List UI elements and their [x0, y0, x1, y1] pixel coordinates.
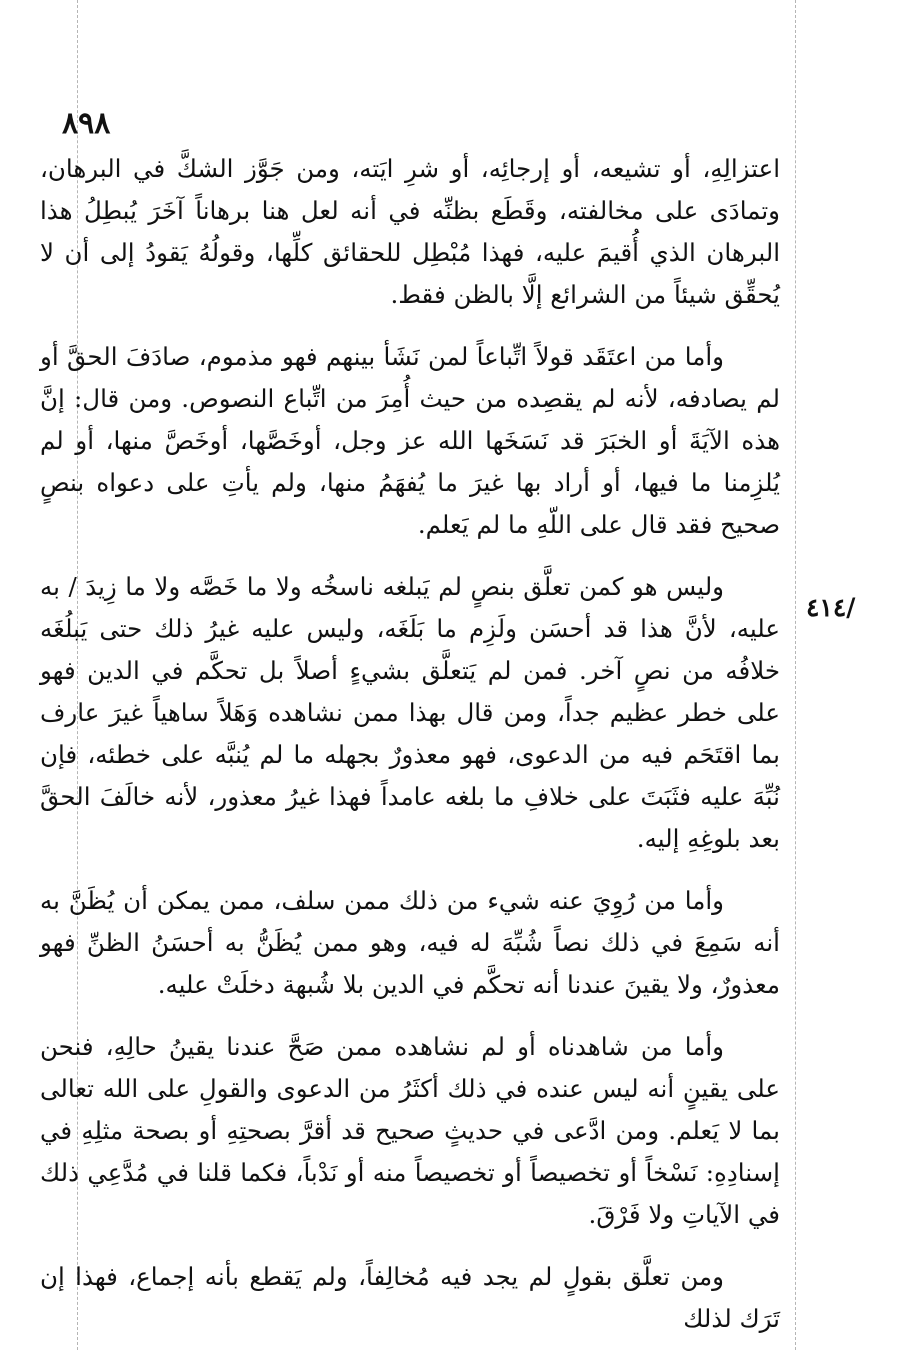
- margin-page-reference: /٤١٤: [806, 593, 856, 622]
- paragraph-3: وليس هو كمن تعلَّق بنصٍ لم يَبلغه ناسخُه ولا ما خَصَّه ولا ما زِيدَ / به عليه، لأنَّ هذا قد أحسَن ولَزِم ما بَلَغَه، وليس عليه غيرُ ذلك حتى يَبلُغَه خلافُه من نصٍ آخر. فمن لم يَتعلَّق بشيءٍ أصلاً بل تحكَّم في الدين فهو على خطر عظيم جداً، ومن قال بهذا ممن نشاهده وَهَلاً ساهياً غيرَ عارف بما اقتَحَم فيه من الدعوى، فهو معذورٌ بجهله ما لم يُنبَّه على خطئه، فإن نُبِّهَ عليه فثَبَتَ على خلافِ ما بلغه عامداً فهذا غيرُ معذور، لأنه خالَفَ الحقَّ بعد بلوغِهِ إليه.: [40, 572, 780, 853]
- page-number: ٨٩٨: [62, 106, 111, 141]
- paragraph-2: وأما من اعتَقَد قولاً اتِّباعاً لمن نَشَأ بينهم فهو مذموم، صادَفَ الحقَّ أو لم يصادفه، لأنه لم يقصِده من حيث أُمِرَ من اتِّباع النصوص. ومن قال: إنَّ هذه الآيَةَ أو الخبَرَ قد نَسَخَها الله عز وجل، أوخَصَّها، أوخَصَّ منها، أو لم يُلزِمنا ما فيها، أو أراد بها غيرَ ما يُفهَمُ منها، ولم يأتِ على دعواه بنصٍ صحيح فقد قال على اللّهِ ما لم يَعلم.: [40, 342, 780, 539]
- paragraph-1: اعتزالِهِ، أو تشيعه، أو إرجائِه، أو شرِ ايَته، ومن جَوَّز الشكَّ في البرهان، وتمادَى على مخالفته، وقَطَع بظنِّه في أنه لعل هنا برهاناً آخَرَ يُبطِلُ هذا البرهان الذي أُقيمَ عليه، فهذا مُبْطِل للحقائق كلِّها، وقولُهُ يَقودُ إلى أن لا يُحقِّق شيئاً من الشرائع إلَّا بالظن فقط.: [40, 154, 780, 309]
- main-text: [40, 148, 780, 1360]
- right-guide-line: [795, 0, 796, 1350]
- paragraph-4: وأما من رُوِيَ عنه شيء من ذلك ممن سلف، ممن يمكن أن يُظَنَّ به أنه سَمِعَ في ذلك نصاً شُبِّهَ له فيه، وهو ممن يُظَنُّ به أحسَنُ الظنِّ فهو معذورٌ، ولا يقينَ عندنا أنه تحكَّم في الدين بلا شُبهة دخلَتْ عليه.: [40, 886, 780, 999]
- paragraph-6: ومن تعلَّق بقولٍ لم يجد فيه مُخالِفاً، ولم يَقطع بأنه إجماع، فهذا إن تَرَك لذلك: [40, 1262, 780, 1333]
- paragraph-5: وأما من شاهدناه أو لم نشاهده ممن صَحَّ عندنا يقينُ حالِهِ، فنحن على يقينٍ أنه ليس عنده في ذلك أكثَرُ من الدعوى والقولِ على الله تعالى بما لا يَعلم. ومن ادَّعى في حديثٍ صحيح قد أقرَّ بصحتِهِ أو بصحة مثلِهِ في إسنادِهِ: نَسْخاً أو تخصيصاً أو تخصيصاً منه أو نَدْباً، فكما قلنا في مُدَّعِي ذلك في الآياتِ ولا فَرْقَ.: [40, 1032, 780, 1229]
